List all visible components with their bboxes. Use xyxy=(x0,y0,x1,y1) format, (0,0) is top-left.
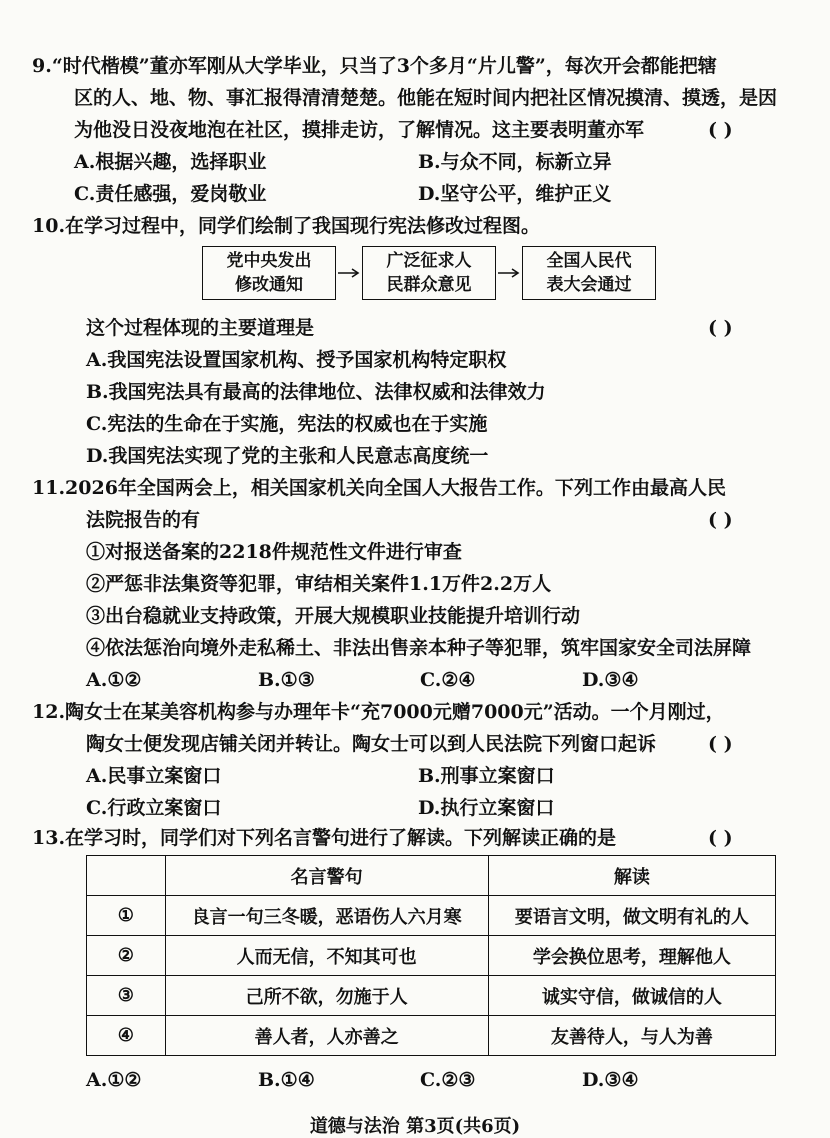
q12-stem-line2: 陶女士便发现店铺关闭并转让。陶女士可以到人民法院下列窗口起诉 xyxy=(86,733,657,755)
table-cell-reading: 友善待人，与人为善 xyxy=(488,1016,775,1056)
q12-stem-line1: 12.陶女士在某美容机构参与办理年卡“充7000元赠7000元”活动。一个月刚过， xyxy=(32,701,725,723)
q9-option-c: C.责任感强，爱岗敬业 xyxy=(74,183,267,205)
table-cell-num: ② xyxy=(87,936,166,976)
table-cell-num: ① xyxy=(87,896,166,936)
q11-item-4: ④依法惩治向境外走私稀土、非法出售亲本种子等犯罪，筑牢国家安全司法屏障 xyxy=(86,637,752,659)
table-cell-num: ④ xyxy=(87,1016,166,1056)
table-header-num xyxy=(87,856,166,896)
table-header-reading: 解读 xyxy=(488,856,775,896)
q12-answer-paren: ( ) xyxy=(708,733,733,755)
q10-stem: 10.在学习过程中，同学们绘制了我国现行宪法修改过程图。 xyxy=(32,215,541,237)
table-row xyxy=(87,936,776,976)
table-cell-quote: 善人者，人亦善之 xyxy=(165,1016,488,1056)
q10-answer-paren: ( ) xyxy=(708,317,733,339)
q10-option-a: A.我国宪法设置国家机构、授予国家机构特定职权 xyxy=(86,349,507,371)
table-cell-reading: 诚实守信，做诚信的人 xyxy=(488,976,775,1016)
q11-item-3: ③出台稳就业支持政策，开展大规模职业技能提升培训行动 xyxy=(86,605,581,627)
flow-step-2-line2: 民群众意见 xyxy=(386,275,472,295)
q9-stem-line1: 9.“时代楷模”董亦军刚从大学毕业，只当了3个多月“片儿警”，每次开会都能把辖 xyxy=(32,55,717,77)
table-cell-reading: 要语言文明，做文明有礼的人 xyxy=(488,896,775,936)
table-cell-quote: 己所不欲，勿施于人 xyxy=(165,976,488,1016)
q9-option-b: B.与众不同，标新立异 xyxy=(418,151,612,173)
q13-option-a: A.①② xyxy=(86,1069,142,1091)
flow-step-2-line1: 广泛征求人 xyxy=(386,251,472,271)
q12-option-a: A.民事立案窗口 xyxy=(86,765,222,787)
q11-option-d: D.③④ xyxy=(582,669,639,691)
q11-answer-paren: ( ) xyxy=(708,509,733,531)
q12-option-d: D.执行立案窗口 xyxy=(418,797,555,819)
q11-stem-line2: 法院报告的有 xyxy=(86,509,201,531)
q13-stem: 13.在学习时，同学们对下列名言警句进行了解读。下列解读正确的是 xyxy=(32,827,617,849)
q12-option-b: B.刑事立案窗口 xyxy=(418,765,555,787)
q10-option-d: D.我国宪法实现了党的主张和人民意志高度统一 xyxy=(86,445,489,467)
q11-option-a: A.①② xyxy=(86,669,142,691)
table-header-quote: 名言警句 xyxy=(165,856,488,896)
q13-answer-paren: ( ) xyxy=(708,827,733,849)
flow-arrow-icon xyxy=(496,247,522,299)
q9-answer-paren: ( ) xyxy=(708,119,733,141)
q11-item-2: ②严惩非法集资等犯罪，审结相关案件1.1万件2.2万人 xyxy=(86,573,552,595)
table-cell-quote: 良言一句三冬暖，恶语伤人六月寒 xyxy=(165,896,488,936)
q10-option-b: B.我国宪法具有最高的法律地位、法律权威和法律效力 xyxy=(86,381,546,403)
flow-step-3 xyxy=(522,246,656,300)
q9-stem-line2: 区的人、地、物、事汇报得清清楚楚。他能在短时间内把社区情况摸清、摸透，是因 xyxy=(74,87,778,109)
flow-arrow-icon xyxy=(336,247,362,299)
q12-option-c: C.行政立案窗口 xyxy=(86,797,222,819)
flow-step-1-line2: 修改通知 xyxy=(235,275,303,295)
quotes-table xyxy=(86,855,776,1056)
flow-step-1-line1: 党中央发出 xyxy=(226,251,312,271)
q11-option-c: C.②④ xyxy=(420,669,476,691)
q10-option-c: C.宪法的生命在于实施，宪法的权威也在于实施 xyxy=(86,413,488,435)
flow-step-2 xyxy=(362,246,496,300)
flow-step-3-line2: 表大会通过 xyxy=(546,275,632,295)
table-cell-num: ③ xyxy=(87,976,166,1016)
flow-step-1 xyxy=(202,246,336,300)
q9-option-a: A.根据兴趣，选择职业 xyxy=(74,151,267,173)
q10-question: 这个过程体现的主要道理是 xyxy=(86,317,315,339)
table-row xyxy=(87,1016,776,1056)
page-footer: 道德与法治 第3页(共6页) xyxy=(309,1116,521,1137)
table-cell-quote: 人而无信，不知其可也 xyxy=(165,936,488,976)
table-header-row xyxy=(87,856,776,896)
table-row xyxy=(87,976,776,1016)
q10-flowchart xyxy=(202,246,656,300)
table-row xyxy=(87,896,776,936)
flow-step-3-line1: 全国人民代 xyxy=(546,251,632,271)
q13-option-b: B.①④ xyxy=(258,1069,315,1091)
q9-stem-line3: 为他没日没夜地泡在社区，摸排走访，了解情况。这主要表明董亦军 xyxy=(74,119,645,141)
q11-stem-line1: 11.2026年全国两会上，相关国家机关向全国人大报告工作。下列工作由最高人民 xyxy=(32,477,726,499)
q13-option-d: D.③④ xyxy=(582,1069,639,1091)
q13-option-c: C.②③ xyxy=(420,1069,476,1091)
q11-option-b: B.①③ xyxy=(258,669,315,691)
q9-option-d: D.坚守公平，维护正义 xyxy=(418,183,612,205)
q11-item-1: ①对报送备案的2218件规范性文件进行审查 xyxy=(86,541,462,563)
table-cell-reading: 学会换位思考，理解他人 xyxy=(488,936,775,976)
